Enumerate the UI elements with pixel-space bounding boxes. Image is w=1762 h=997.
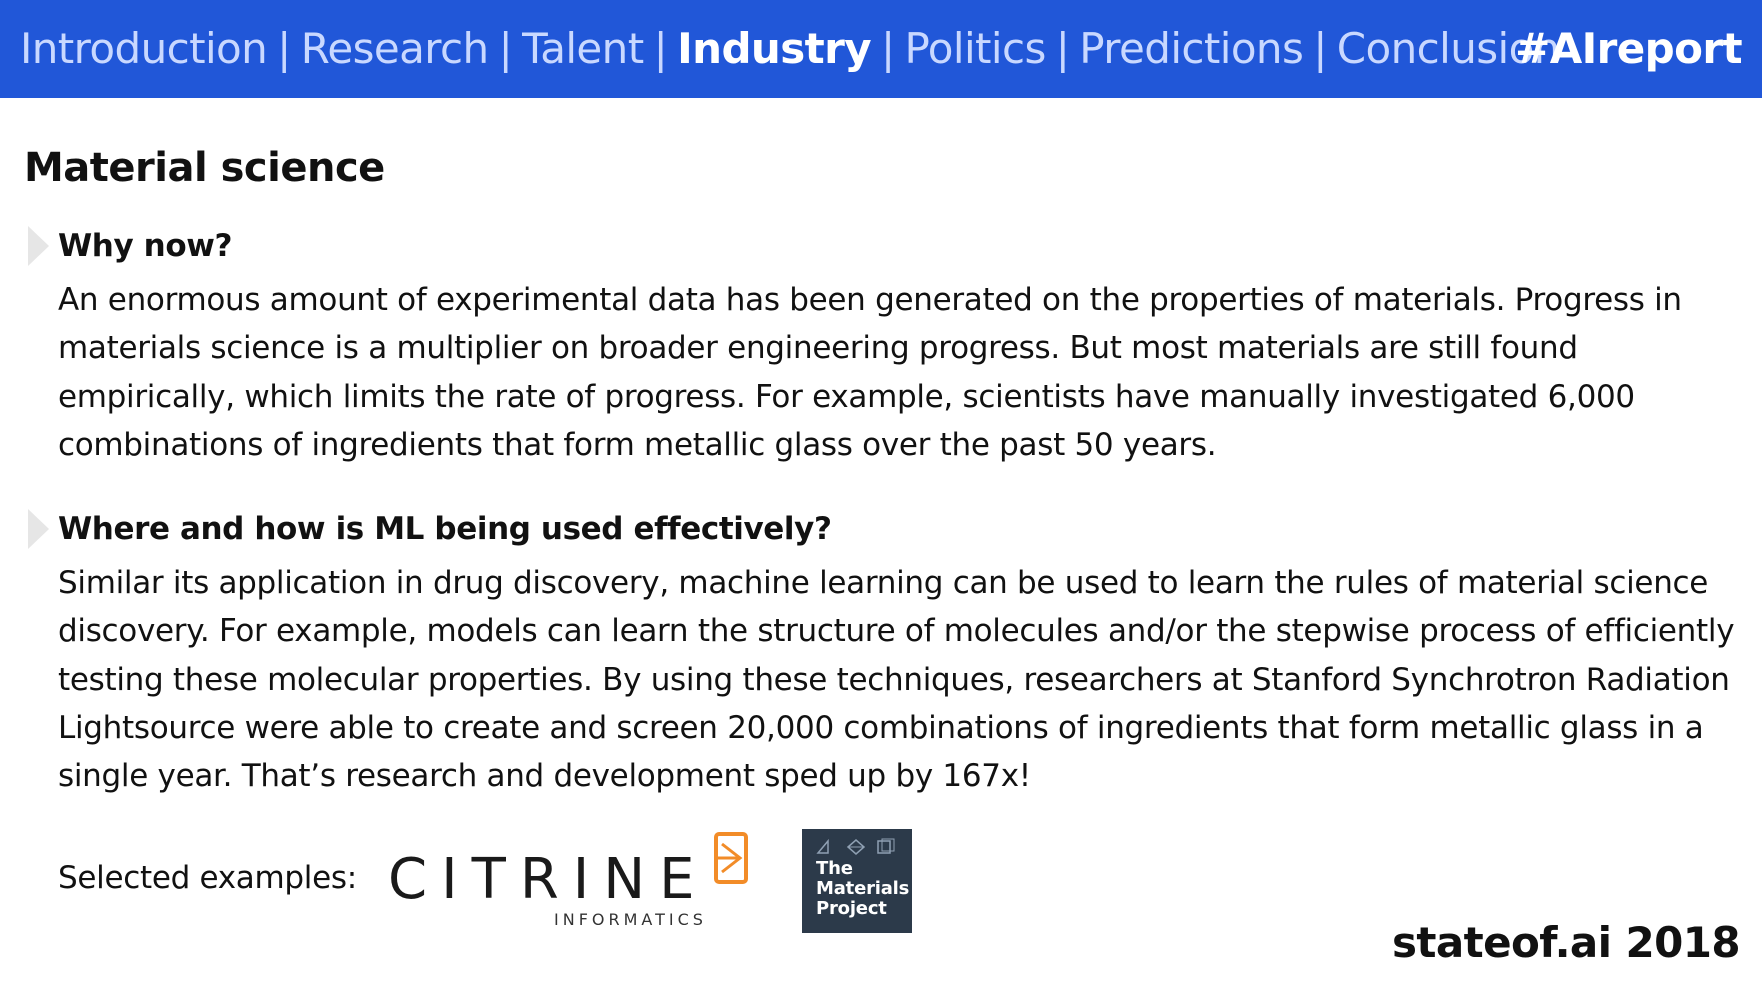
section-body: Similar its application in drug discovery, machine learning can be used to learn the rules of material science discovery. For example, models can learn the structure of molecules and/or the stepwise process of efficiently testing these molecular properties. By using these techniques, researchers at Stanford Synchrotron Radiation Lightsource were able to create and screen 20,000 combinations of ingredients that form metallic glass in a single year. That’s research and development sped up by 167x! bbox=[58, 565, 1735, 795]
citrine-subtitle: INFORMATICS bbox=[554, 910, 707, 929]
crystal-structure-icon bbox=[814, 837, 900, 857]
citrine-wordmark: CITRINE bbox=[388, 847, 709, 912]
mp-line-2: Materials bbox=[816, 878, 910, 899]
top-nav-bar bbox=[0, 0, 1762, 98]
nav-research[interactable]: Research bbox=[300, 24, 489, 73]
nav-separator: | bbox=[277, 24, 291, 73]
citrine-mark-icon bbox=[714, 832, 748, 884]
nav-separator: | bbox=[1313, 24, 1327, 73]
mp-line-1: The bbox=[816, 858, 853, 879]
section-body: An enormous amount of experimental data has been generated on the properties of materials. Progress in materials science is a multiplier on broader engineering progress. But most materials are still found empirically, which limits the rate of progress. For example, scientists have manually investigated 6,000 combinations of ingredients that form metallic glass over the past 50 years. bbox=[58, 282, 1682, 463]
nav-politics[interactable]: Politics bbox=[904, 24, 1046, 73]
bullet-arrow-icon bbox=[28, 226, 49, 266]
section-heading: Where and how is ML being used effectively? bbox=[58, 511, 832, 547]
hashtag-label: #AIreport bbox=[1515, 24, 1742, 73]
mp-line-3: Project bbox=[816, 898, 887, 919]
page-title: Material science bbox=[24, 145, 385, 191]
materials-project-logo[interactable] bbox=[802, 829, 912, 933]
examples-label: Selected examples: bbox=[58, 860, 357, 896]
nav-conclusion[interactable]: Conclusion bbox=[1336, 24, 1560, 73]
nav-separator: | bbox=[653, 24, 668, 73]
materials-project-wordmark bbox=[816, 859, 909, 919]
nav-separator: | bbox=[498, 24, 513, 73]
nav-separator: | bbox=[880, 24, 895, 73]
nav-predictions[interactable]: Predictions bbox=[1079, 24, 1304, 73]
bullet-arrow-icon bbox=[28, 509, 49, 549]
nav-talent[interactable]: Talent bbox=[522, 24, 644, 73]
citrine-informatics-logo[interactable] bbox=[388, 828, 748, 932]
section-heading: Why now? bbox=[58, 228, 233, 264]
section-nav bbox=[20, 22, 1560, 76]
nav-introduction[interactable]: Introduction bbox=[20, 24, 268, 73]
nav-industry[interactable]: Industry bbox=[677, 24, 871, 73]
nav-separator: | bbox=[1055, 24, 1070, 73]
footer-brand: stateof.ai 2018 bbox=[1391, 918, 1740, 967]
